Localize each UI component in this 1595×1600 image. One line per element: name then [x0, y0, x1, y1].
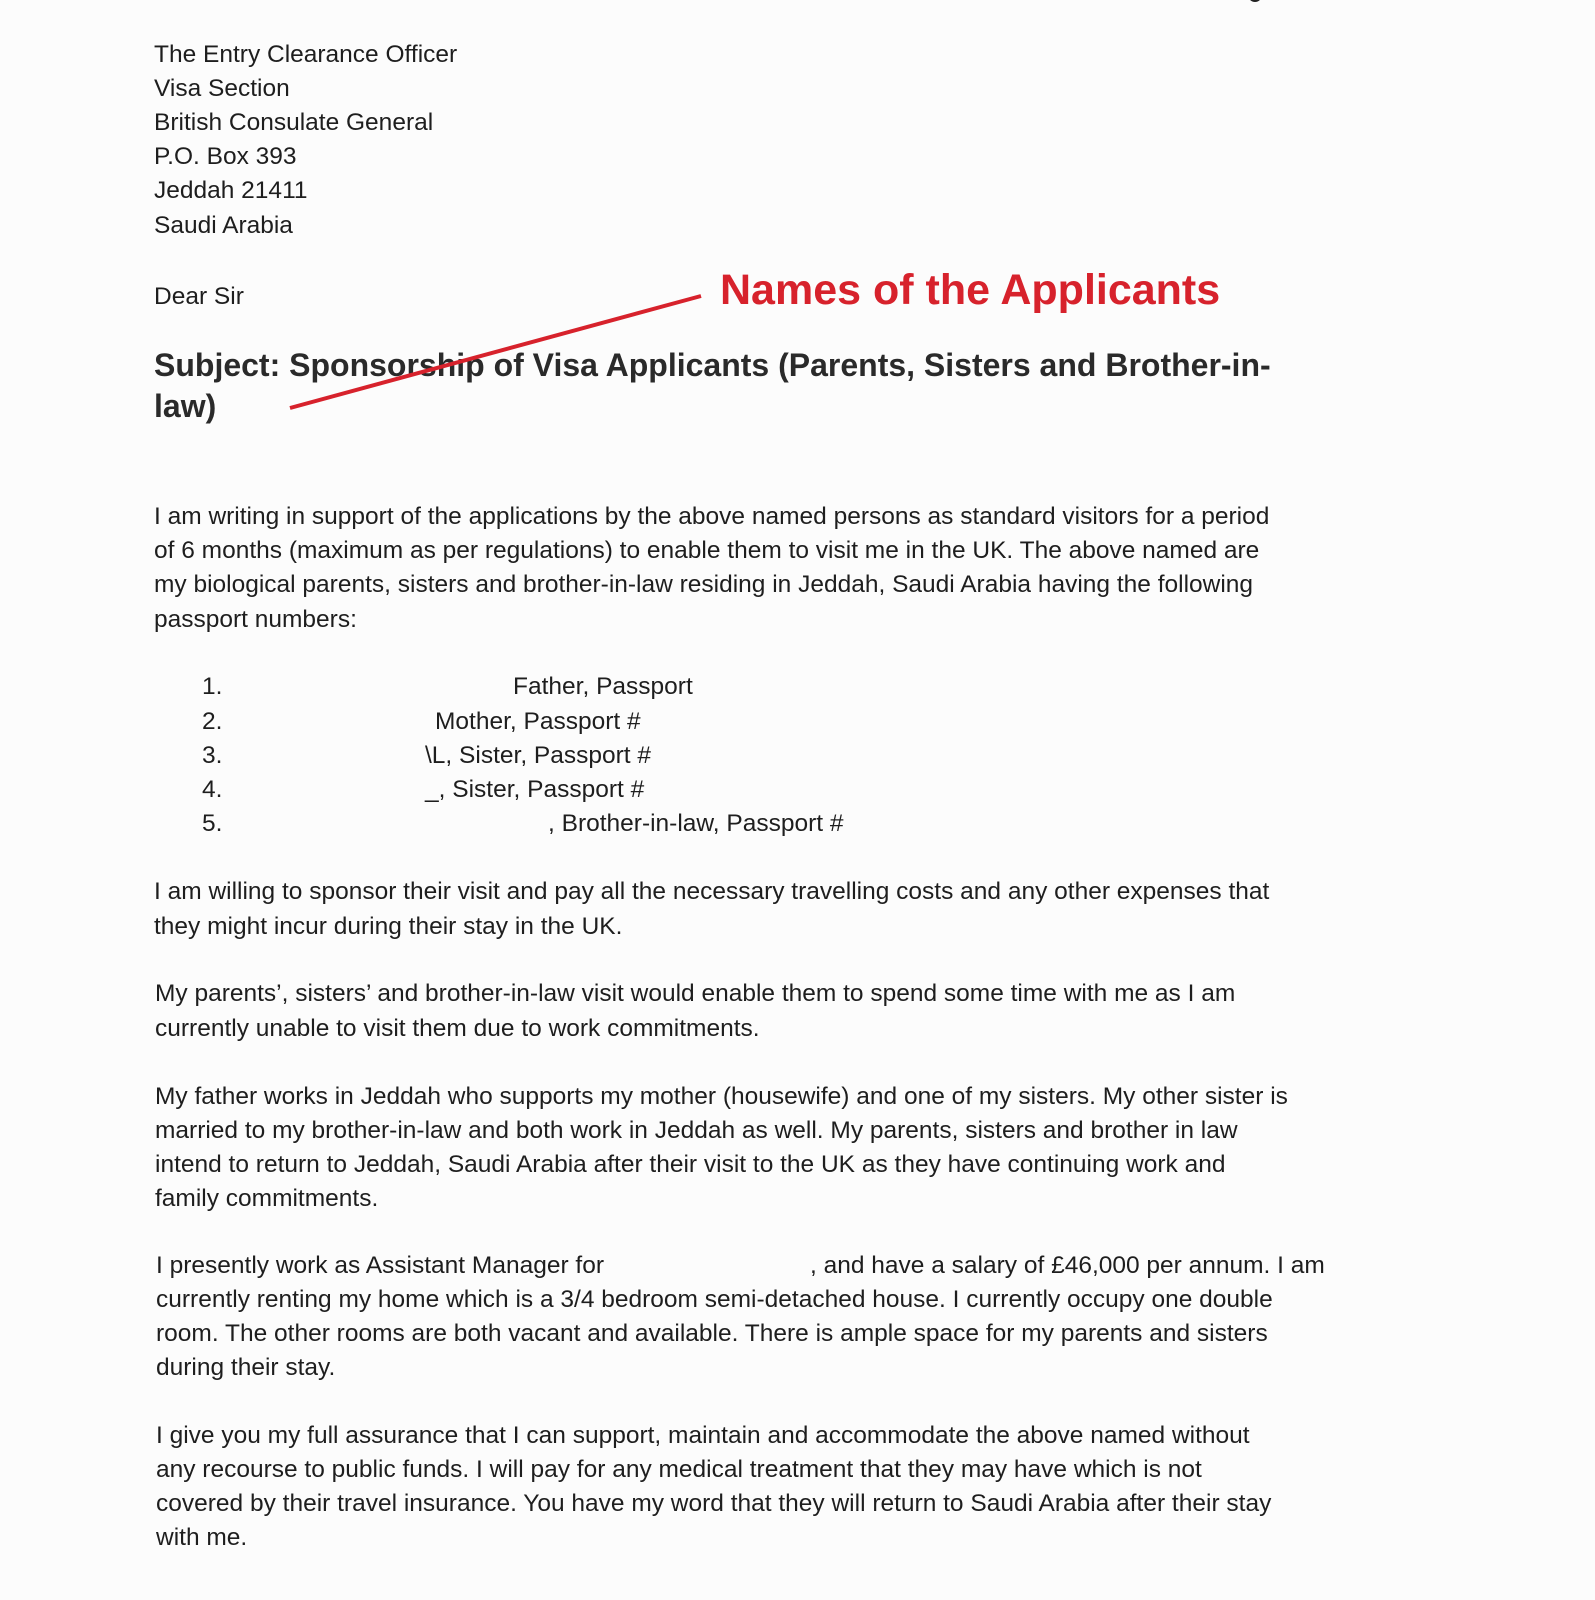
salutation: Dear Sir — [154, 283, 244, 310]
address-line: British Consulate General — [154, 109, 434, 136]
text-line: intend to return to Jeddah, Saudi Arabia after their visit to the UK as they have continuing work and — [155, 1151, 1226, 1178]
list-item: Mother, Passport # — [435, 708, 641, 735]
text-line: currently renting my home which is a 3/4 bedroom semi-detached house. I currently occupy one double — [156, 1286, 1273, 1313]
address-line: Saudi Arabia — [154, 212, 293, 239]
text-line: my biological parents, sisters and brother-in-law residing in Jeddah, Saudi Arabia having the following — [154, 571, 1254, 598]
subject-line: law) — [154, 388, 217, 424]
list-number: 3. — [202, 742, 223, 769]
list-item: Father, Passport — [513, 673, 693, 700]
subject-line: Subject: Sponsorship of Visa Applicants (Parents, Sisters and Brother-in- — [154, 347, 1271, 383]
text-line: of 6 months (maximum as per regulations) to enable them to visit me in the UK. The above named are — [154, 537, 1260, 564]
text-line: passport numbers: — [154, 606, 357, 633]
text-line: My father works in Jeddah who supports my mother (housewife) and one of my sisters. My other sister is — [155, 1083, 1288, 1110]
list-number: 2. — [202, 708, 223, 735]
text-line: during their stay. — [156, 1354, 336, 1381]
text-line: I give you my full assurance that I can support, maintain and accommodate the above named without — [156, 1422, 1250, 1449]
text-line: any recourse to public funds. I will pay for any medical treatment that they may have which is not — [156, 1456, 1202, 1483]
text-line: , and have a salary of £46,000 per annum. I am — [810, 1252, 1325, 1279]
list-item: _, Sister, Passport # — [425, 776, 645, 803]
address-line: Visa Section — [154, 75, 290, 102]
text-line: they might incur during their stay in the UK. — [154, 913, 623, 940]
text-line: married to my brother-in-law and both work in Jeddah as well. My parents, sisters and brother in law — [155, 1117, 1238, 1144]
list-item: \L, Sister, Passport # — [425, 742, 652, 769]
text-line: room. The other rooms are both vacant and available. There is ample space for my parents and sisters — [156, 1320, 1268, 1347]
text-line: I am writing in support of the applications by the above named persons as standard visitors for a period — [154, 503, 1270, 530]
address-line: Jeddah 21411 — [154, 177, 308, 204]
list-number: 5. — [202, 810, 223, 837]
text-line: I am willing to sponsor their visit and pay all the necessary travelling costs and any other expenses that — [154, 878, 1270, 905]
text-line: My parents’, sisters’ and brother-in-law visit would enable them to spend some time with me as I am — [155, 980, 1236, 1007]
text-line: covered by their travel insurance. You have my word that they will return to Saudi Arabia after their stay — [156, 1490, 1272, 1517]
text-line: with me. — [156, 1524, 248, 1551]
address-line: The Entry Clearance Officer — [154, 41, 458, 68]
list-item: , Brother-in-law, Passport # — [548, 810, 844, 837]
annotation-label: Names of the Applicants — [720, 266, 1221, 314]
text-line: currently unable to visit them due to work commitments. — [155, 1015, 760, 1042]
list-number: 1. — [202, 673, 223, 700]
text-line: I presently work as Assistant Manager for — [156, 1252, 604, 1279]
annotation-arrow-line — [0, 0, 1595, 450]
text-line: family commitments. — [155, 1185, 379, 1212]
address-line: P.O. Box 393 — [154, 143, 297, 170]
list-number: 4. — [202, 776, 223, 803]
